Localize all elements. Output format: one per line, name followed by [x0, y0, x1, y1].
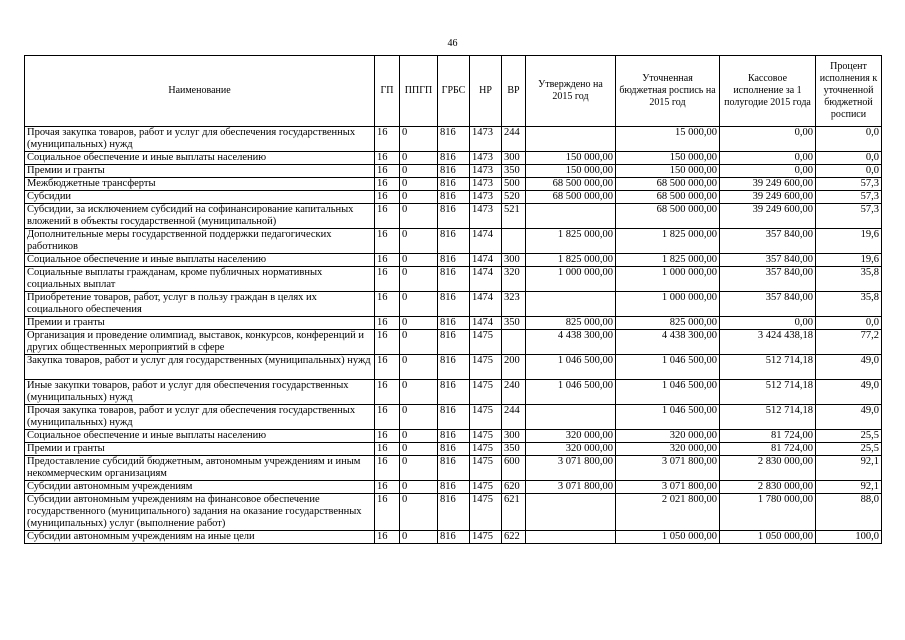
row-vr: 621 — [502, 494, 526, 531]
row-vr: 200 — [502, 355, 526, 380]
row-np: 1475 — [470, 531, 502, 544]
row-percent: 35,8 — [816, 267, 882, 292]
row-name: Прочая закупка товаров, работ и услуг для обеспечения государственных (муниципальных) нужд — [25, 405, 375, 430]
row-revised: 1 046 500,00 — [616, 405, 720, 430]
row-ppgp: 0 — [400, 178, 438, 191]
row-name: Премии и гранты — [25, 317, 375, 330]
row-cash: 1 050 000,00 — [720, 531, 816, 544]
table-row — [25, 355, 882, 380]
row-revised: 1 000 000,00 — [616, 267, 720, 292]
row-vr: 323 — [502, 292, 526, 317]
row-grbs: 816 — [438, 405, 470, 430]
row-grbs: 816 — [438, 191, 470, 204]
row-vr: 320 — [502, 267, 526, 292]
table-row — [25, 456, 882, 481]
row-approved: 1 000 000,00 — [526, 267, 616, 292]
row-percent: 25,5 — [816, 443, 882, 456]
row-name: Межбюджетные трансферты — [25, 178, 375, 191]
row-vr: 240 — [502, 380, 526, 405]
row-name: Премии и гранты — [25, 165, 375, 178]
table-row — [25, 152, 882, 165]
row-name: Субсидии, за исключением субсидий на софинансирование капитальных вложений в объекты государственной (муниципальной) — [25, 204, 375, 229]
row-ppgp: 0 — [400, 494, 438, 531]
row-gp: 16 — [375, 430, 400, 443]
row-vr: 500 — [502, 178, 526, 191]
row-ppgp: 0 — [400, 456, 438, 481]
row-percent: 92,1 — [816, 456, 882, 481]
table-row — [25, 531, 882, 544]
row-np: 1474 — [470, 229, 502, 254]
row-np: 1473 — [470, 178, 502, 191]
row-ppgp: 0 — [400, 267, 438, 292]
row-revised: 825 000,00 — [616, 317, 720, 330]
row-percent: 49,0 — [816, 355, 882, 380]
row-percent: 35,8 — [816, 292, 882, 317]
row-approved — [526, 494, 616, 531]
row-ppgp: 0 — [400, 481, 438, 494]
row-approved: 825 000,00 — [526, 317, 616, 330]
row-vr: 350 — [502, 317, 526, 330]
row-percent: 0,0 — [816, 127, 882, 152]
row-ppgp: 0 — [400, 405, 438, 430]
table-row — [25, 405, 882, 430]
row-ppgp: 0 — [400, 380, 438, 405]
row-cash: 2 830 000,00 — [720, 456, 816, 481]
row-approved — [526, 405, 616, 430]
row-grbs: 816 — [438, 204, 470, 229]
row-cash: 357 840,00 — [720, 267, 816, 292]
row-name: Социальное обеспечение и иные выплаты населению — [25, 152, 375, 165]
row-gp: 16 — [375, 178, 400, 191]
row-gp: 16 — [375, 405, 400, 430]
row-vr: 521 — [502, 204, 526, 229]
budget-execution-table — [24, 55, 882, 544]
row-vr: 300 — [502, 152, 526, 165]
table-row — [25, 317, 882, 330]
row-revised: 150 000,00 — [616, 152, 720, 165]
row-percent: 57,3 — [816, 178, 882, 191]
row-gp: 16 — [375, 380, 400, 405]
row-revised: 3 071 800,00 — [616, 481, 720, 494]
table-row — [25, 443, 882, 456]
header-vr: ВР — [502, 56, 526, 127]
row-vr: 244 — [502, 405, 526, 430]
table-row — [25, 430, 882, 443]
row-cash: 3 424 438,18 — [720, 330, 816, 355]
row-grbs: 816 — [438, 127, 470, 152]
row-ppgp: 0 — [400, 204, 438, 229]
row-percent: 49,0 — [816, 405, 882, 430]
row-np: 1475 — [470, 405, 502, 430]
row-revised: 4 438 300,00 — [616, 330, 720, 355]
row-np: 1475 — [470, 355, 502, 380]
row-approved: 1 046 500,00 — [526, 355, 616, 380]
row-approved: 1 825 000,00 — [526, 229, 616, 254]
header-approved: Утверждено на 2015 год — [526, 56, 616, 127]
row-vr: 350 — [502, 443, 526, 456]
row-percent: 19,6 — [816, 229, 882, 254]
row-ppgp: 0 — [400, 430, 438, 443]
table-row — [25, 494, 882, 531]
row-revised: 1 825 000,00 — [616, 229, 720, 254]
row-approved — [526, 292, 616, 317]
row-percent: 57,3 — [816, 204, 882, 229]
table-row — [25, 191, 882, 204]
table-row — [25, 380, 882, 405]
header-grbs: ГРБС — [438, 56, 470, 127]
row-grbs: 816 — [438, 254, 470, 267]
table-row — [25, 229, 882, 254]
row-np: 1475 — [470, 456, 502, 481]
row-approved: 1 046 500,00 — [526, 380, 616, 405]
row-approved: 320 000,00 — [526, 430, 616, 443]
row-approved: 320 000,00 — [526, 443, 616, 456]
row-revised: 2 021 800,00 — [616, 494, 720, 531]
table-row — [25, 330, 882, 355]
row-grbs: 816 — [438, 165, 470, 178]
row-revised: 1 825 000,00 — [616, 254, 720, 267]
row-grbs: 816 — [438, 355, 470, 380]
row-vr: 300 — [502, 254, 526, 267]
row-gp: 16 — [375, 191, 400, 204]
table-row — [25, 178, 882, 191]
row-revised: 3 071 800,00 — [616, 456, 720, 481]
header-np: НР — [470, 56, 502, 127]
row-percent: 57,3 — [816, 191, 882, 204]
row-name: Дополнительные меры государственной поддержки педагогических работников — [25, 229, 375, 254]
row-ppgp: 0 — [400, 254, 438, 267]
row-cash: 0,00 — [720, 152, 816, 165]
table-row — [25, 165, 882, 178]
row-approved: 1 825 000,00 — [526, 254, 616, 267]
row-name: Социальные выплаты гражданам, кроме публичных нормативных социальных выплат — [25, 267, 375, 292]
row-gp: 16 — [375, 254, 400, 267]
row-revised: 1 000 000,00 — [616, 292, 720, 317]
row-revised: 68 500 000,00 — [616, 178, 720, 191]
row-gp: 16 — [375, 355, 400, 380]
row-gp: 16 — [375, 127, 400, 152]
row-vr: 620 — [502, 481, 526, 494]
row-name: Организация и проведение олимпиад, выставок, конкурсов, конференций и других общественных мероприятий в сфере — [25, 330, 375, 355]
row-percent: 0,0 — [816, 152, 882, 165]
row-name: Субсидии автономным учреждениям — [25, 481, 375, 494]
row-approved — [526, 127, 616, 152]
row-name: Прочая закупка товаров, работ и услуг для обеспечения государственных (муниципальных) нужд — [25, 127, 375, 152]
page-number: 46 — [447, 38, 458, 49]
table-row — [25, 204, 882, 229]
row-grbs: 816 — [438, 229, 470, 254]
row-approved: 150 000,00 — [526, 152, 616, 165]
row-name: Премии и гранты — [25, 443, 375, 456]
row-percent: 0,0 — [816, 317, 882, 330]
row-ppgp: 0 — [400, 127, 438, 152]
row-percent: 25,5 — [816, 430, 882, 443]
row-grbs: 816 — [438, 481, 470, 494]
row-cash: 81 724,00 — [720, 430, 816, 443]
row-cash: 0,00 — [720, 127, 816, 152]
row-vr: 350 — [502, 165, 526, 178]
row-gp: 16 — [375, 292, 400, 317]
row-name: Предоставление субсидий бюджетным, автономным учреждениям и иным некоммерческим организациям — [25, 456, 375, 481]
row-gp: 16 — [375, 152, 400, 165]
row-grbs: 816 — [438, 456, 470, 481]
row-cash: 357 840,00 — [720, 229, 816, 254]
row-cash: 512 714,18 — [720, 380, 816, 405]
row-percent: 77,2 — [816, 330, 882, 355]
row-cash: 0,00 — [720, 317, 816, 330]
row-grbs: 816 — [438, 292, 470, 317]
row-gp: 16 — [375, 443, 400, 456]
row-np: 1473 — [470, 204, 502, 229]
row-vr: 300 — [502, 430, 526, 443]
row-name: Субсидии автономным учреждениям на иные цели — [25, 531, 375, 544]
row-name: Социальное обеспечение и иные выплаты населению — [25, 430, 375, 443]
row-revised: 1 050 000,00 — [616, 531, 720, 544]
row-np: 1474 — [470, 292, 502, 317]
header-name: Наименование — [25, 56, 375, 127]
row-vr — [502, 330, 526, 355]
row-grbs: 816 — [438, 317, 470, 330]
header-cash: Кассовое исполнение за 1 полугодие 2015 года — [720, 56, 816, 127]
table-header-row — [25, 56, 882, 127]
row-vr: 244 — [502, 127, 526, 152]
row-cash: 1 780 000,00 — [720, 494, 816, 531]
row-cash: 81 724,00 — [720, 443, 816, 456]
row-np: 1473 — [470, 152, 502, 165]
row-approved — [526, 531, 616, 544]
row-vr: 622 — [502, 531, 526, 544]
row-grbs: 816 — [438, 430, 470, 443]
row-percent: 49,0 — [816, 380, 882, 405]
row-name: Закупка товаров, работ и услуг для государственных (муниципальных) нужд — [25, 355, 375, 380]
row-ppgp: 0 — [400, 229, 438, 254]
row-gp: 16 — [375, 330, 400, 355]
row-approved: 68 500 000,00 — [526, 191, 616, 204]
row-cash: 2 830 000,00 — [720, 481, 816, 494]
row-cash: 357 840,00 — [720, 292, 816, 317]
row-np: 1473 — [470, 191, 502, 204]
row-approved: 3 071 800,00 — [526, 481, 616, 494]
row-np: 1474 — [470, 267, 502, 292]
row-np: 1475 — [470, 430, 502, 443]
row-np: 1474 — [470, 254, 502, 267]
row-np: 1475 — [470, 330, 502, 355]
row-cash: 39 249 600,00 — [720, 191, 816, 204]
row-approved: 4 438 300,00 — [526, 330, 616, 355]
row-cash: 39 249 600,00 — [720, 178, 816, 191]
row-grbs: 816 — [438, 531, 470, 544]
row-revised: 1 046 500,00 — [616, 355, 720, 380]
row-revised: 1 046 500,00 — [616, 380, 720, 405]
row-grbs: 816 — [438, 330, 470, 355]
row-gp: 16 — [375, 456, 400, 481]
row-cash: 512 714,18 — [720, 405, 816, 430]
table-row — [25, 127, 882, 152]
row-ppgp: 0 — [400, 330, 438, 355]
row-np: 1473 — [470, 165, 502, 178]
row-gp: 16 — [375, 481, 400, 494]
row-ppgp: 0 — [400, 152, 438, 165]
row-revised: 68 500 000,00 — [616, 191, 720, 204]
row-gp: 16 — [375, 317, 400, 330]
row-np: 1475 — [470, 494, 502, 531]
row-grbs: 816 — [438, 443, 470, 456]
row-vr — [502, 229, 526, 254]
row-name: Иные закупки товаров, работ и услуг для обеспечения государственных (муниципальных) нужд — [25, 380, 375, 405]
header-revised: Уточненная бюджетная роспись на 2015 год — [616, 56, 720, 127]
row-name: Социальное обеспечение и иные выплаты населению — [25, 254, 375, 267]
header-percent: Процент исполнения к уточненной бюджетной росписи — [816, 56, 882, 127]
row-approved: 150 000,00 — [526, 165, 616, 178]
row-ppgp: 0 — [400, 443, 438, 456]
row-ppgp: 0 — [400, 355, 438, 380]
row-np: 1475 — [470, 380, 502, 405]
row-cash: 0,00 — [720, 165, 816, 178]
row-revised: 320 000,00 — [616, 430, 720, 443]
row-cash: 512 714,18 — [720, 355, 816, 380]
row-revised: 68 500 000,00 — [616, 204, 720, 229]
table-body — [25, 127, 882, 544]
row-gp: 16 — [375, 531, 400, 544]
row-ppgp: 0 — [400, 165, 438, 178]
header-gp: ГП — [375, 56, 400, 127]
row-grbs: 816 — [438, 267, 470, 292]
row-ppgp: 0 — [400, 531, 438, 544]
row-ppgp: 0 — [400, 317, 438, 330]
row-gp: 16 — [375, 165, 400, 178]
row-np: 1475 — [470, 443, 502, 456]
row-approved: 68 500 000,00 — [526, 178, 616, 191]
header-ppgp: ППГП — [400, 56, 438, 127]
row-grbs: 816 — [438, 178, 470, 191]
row-np: 1475 — [470, 481, 502, 494]
row-percent: 100,0 — [816, 531, 882, 544]
row-approved: 3 071 800,00 — [526, 456, 616, 481]
row-cash: 357 840,00 — [720, 254, 816, 267]
row-cash: 39 249 600,00 — [720, 204, 816, 229]
row-grbs: 816 — [438, 380, 470, 405]
row-gp: 16 — [375, 494, 400, 531]
row-percent: 88,0 — [816, 494, 882, 531]
row-gp: 16 — [375, 267, 400, 292]
row-percent: 92,1 — [816, 481, 882, 494]
row-gp: 16 — [375, 204, 400, 229]
row-np: 1474 — [470, 317, 502, 330]
row-name: Субсидии автономным учреждениям на финансовое обеспечение государственного (муниципального) задания на оказание государственных (муниципальных) услуг (выполнение работ) — [25, 494, 375, 531]
row-percent: 0,0 — [816, 165, 882, 178]
table-row — [25, 267, 882, 292]
row-vr: 600 — [502, 456, 526, 481]
row-grbs: 816 — [438, 152, 470, 165]
table-row — [25, 292, 882, 317]
row-np: 1473 — [470, 127, 502, 152]
table-row — [25, 481, 882, 494]
row-name: Приобретение товаров, работ, услуг в пользу граждан в целях их социального обеспечения — [25, 292, 375, 317]
row-revised: 150 000,00 — [616, 165, 720, 178]
row-vr: 520 — [502, 191, 526, 204]
table-row — [25, 254, 882, 267]
row-gp: 16 — [375, 229, 400, 254]
row-grbs: 816 — [438, 494, 470, 531]
row-revised: 320 000,00 — [616, 443, 720, 456]
row-revised: 15 000,00 — [616, 127, 720, 152]
row-name: Субсидии — [25, 191, 375, 204]
row-percent: 19,6 — [816, 254, 882, 267]
row-ppgp: 0 — [400, 292, 438, 317]
row-ppgp: 0 — [400, 191, 438, 204]
row-approved — [526, 204, 616, 229]
